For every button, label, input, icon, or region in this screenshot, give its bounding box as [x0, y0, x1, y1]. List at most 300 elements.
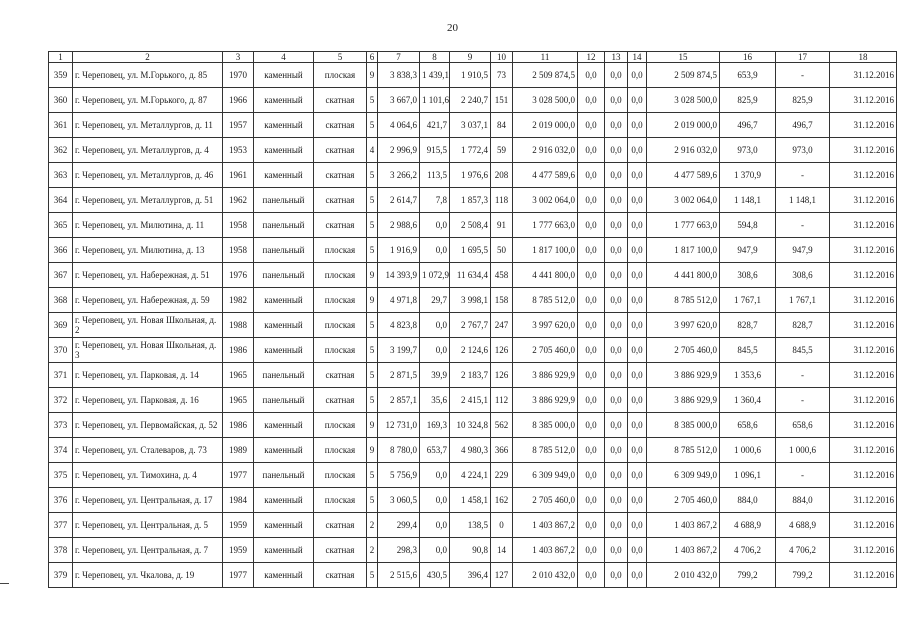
max-unit-cost-cell: 799,2 [776, 563, 830, 588]
row-number: 368 [49, 288, 73, 313]
nonresidential-area-cell: 421,7 [420, 113, 450, 138]
roof-type-cell: скатная [314, 113, 367, 138]
residents-cell: 126 [491, 363, 513, 388]
floors-cell: 5 [367, 463, 378, 488]
budget-cell: 0,0 [605, 263, 628, 288]
unit-cost-cell: 884,0 [720, 488, 776, 513]
wall-material-cell: каменный [254, 563, 314, 588]
column-header: 15 [647, 52, 720, 63]
owners-funds-cell: 2 916 032,0 [647, 138, 720, 163]
table-row [49, 88, 897, 113]
address-cell: г. Череповец, ул. Сталеваров, д. 73 [73, 438, 223, 463]
roof-type-cell: плоская [314, 288, 367, 313]
column-header: 5 [314, 52, 367, 63]
table-row [49, 463, 897, 488]
residents-cell: 126 [491, 338, 513, 363]
floors-cell: 9 [367, 63, 378, 88]
max-unit-cost-cell: - [776, 363, 830, 388]
nonresidential-area-cell: 0,0 [420, 463, 450, 488]
row-number: 377 [49, 513, 73, 538]
fund-cell: 0,0 [578, 88, 605, 113]
row-number: 376 [49, 488, 73, 513]
budget-cell: 0,0 [605, 163, 628, 188]
table-row [49, 238, 897, 263]
total-area-cell: 3 266,2 [378, 163, 420, 188]
roof-type-cell: скатная [314, 138, 367, 163]
max-unit-cost-cell: - [776, 463, 830, 488]
fund-cell: 0,0 [578, 313, 605, 338]
deadline-cell: 31.12.2016 [830, 63, 897, 88]
budget-cell: 0,0 [605, 513, 628, 538]
total-area-cell: 2 996,9 [378, 138, 420, 163]
total-cost-cell: 2 010 432,0 [513, 563, 578, 588]
year-cell: 1977 [223, 463, 254, 488]
unit-cost-cell: 4 688,9 [720, 513, 776, 538]
table-row [49, 113, 897, 138]
owners-funds-cell: 2 705 460,0 [647, 488, 720, 513]
residents-cell: 118 [491, 188, 513, 213]
max-unit-cost-cell: 658,6 [776, 413, 830, 438]
total-cost-cell: 3 886 929,9 [513, 363, 578, 388]
nonresidential-area-cell: 1 439,1 [420, 63, 450, 88]
column-header: 16 [720, 52, 776, 63]
max-unit-cost-cell: - [776, 63, 830, 88]
deadline-cell: 31.12.2016 [830, 263, 897, 288]
residential-area-cell: 10 324,8 [450, 413, 491, 438]
budget-cell: 0,0 [605, 313, 628, 338]
max-unit-cost-cell: 1 148,1 [776, 188, 830, 213]
unit-cost-cell: 1 767,1 [720, 288, 776, 313]
residents-cell: 112 [491, 388, 513, 413]
max-unit-cost-cell: 496,7 [776, 113, 830, 138]
row-number: 364 [49, 188, 73, 213]
budget-cell: 0,0 [605, 188, 628, 213]
row-number: 363 [49, 163, 73, 188]
roof-type-cell: скатная [314, 513, 367, 538]
residential-area-cell: 396,4 [450, 563, 491, 588]
address-cell: г. Череповец, ул. Новая Школьная, д. 3 [73, 338, 223, 363]
row-number: 371 [49, 363, 73, 388]
address-cell: г. Череповец, ул. Металлургов, д. 4 [73, 138, 223, 163]
column-header: 14 [628, 52, 647, 63]
nonresidential-area-cell: 39,9 [420, 363, 450, 388]
buildings-table [48, 51, 897, 588]
deadline-cell: 31.12.2016 [830, 288, 897, 313]
owners-funds-cell: 8 785 512,0 [647, 288, 720, 313]
column-header: 13 [605, 52, 628, 63]
residential-area-cell: 3 998,1 [450, 288, 491, 313]
row-number: 373 [49, 413, 73, 438]
nonresidential-area-cell: 35,6 [420, 388, 450, 413]
address-cell: г. Череповец, ул. Набережная, д. 59 [73, 288, 223, 313]
residential-area-cell: 90,8 [450, 538, 491, 563]
column-header: 3 [223, 52, 254, 63]
residents-cell: 151 [491, 88, 513, 113]
residents-cell: 158 [491, 288, 513, 313]
total-area-cell: 3 199,7 [378, 338, 420, 363]
max-unit-cost-cell: 1 767,1 [776, 288, 830, 313]
row-number: 360 [49, 88, 73, 113]
total-area-cell: 3 667,0 [378, 88, 420, 113]
total-cost-cell: 3 002 064,0 [513, 188, 578, 213]
owners-funds-cell: 1 403 867,2 [647, 513, 720, 538]
owners-funds-cell: 1 817 100,0 [647, 238, 720, 263]
owners-funds-cell: 4 477 589,6 [647, 163, 720, 188]
total-cost-cell: 6 309 949,0 [513, 463, 578, 488]
year-cell: 1982 [223, 288, 254, 313]
total-area-cell: 5 756,9 [378, 463, 420, 488]
other-cell: 0,0 [628, 438, 647, 463]
residential-area-cell: 1 976,6 [450, 163, 491, 188]
owners-funds-cell: 3 886 929,9 [647, 363, 720, 388]
fund-cell: 0,0 [578, 438, 605, 463]
table-row [49, 313, 897, 338]
residential-area-cell: 138,5 [450, 513, 491, 538]
unit-cost-cell: 653,9 [720, 63, 776, 88]
row-number: 361 [49, 113, 73, 138]
other-cell: 0,0 [628, 513, 647, 538]
address-cell: г. Череповец, ул. Тимохина, д. 4 [73, 463, 223, 488]
nonresidential-area-cell: 0,0 [420, 538, 450, 563]
owners-funds-cell: 2 010 432,0 [647, 563, 720, 588]
floors-cell: 4 [367, 138, 378, 163]
other-cell: 0,0 [628, 538, 647, 563]
fund-cell: 0,0 [578, 338, 605, 363]
total-area-cell: 3 838,3 [378, 63, 420, 88]
residents-cell: 0 [491, 513, 513, 538]
unit-cost-cell: 828,7 [720, 313, 776, 338]
total-area-cell: 2 857,1 [378, 388, 420, 413]
max-unit-cost-cell: 4 688,9 [776, 513, 830, 538]
row-number: 365 [49, 213, 73, 238]
residents-cell: 127 [491, 563, 513, 588]
floors-cell: 5 [367, 388, 378, 413]
unit-cost-cell: 1 096,1 [720, 463, 776, 488]
total-cost-cell: 4 477 589,6 [513, 163, 578, 188]
other-cell: 0,0 [628, 313, 647, 338]
budget-cell: 0,0 [605, 438, 628, 463]
year-cell: 1958 [223, 238, 254, 263]
year-cell: 1965 [223, 363, 254, 388]
budget-cell: 0,0 [605, 413, 628, 438]
table-row [49, 288, 897, 313]
roof-type-cell: скатная [314, 213, 367, 238]
other-cell: 0,0 [628, 363, 647, 388]
row-number: 372 [49, 388, 73, 413]
other-cell: 0,0 [628, 113, 647, 138]
address-cell: г. Череповец, ул. Новая Школьная, д. 2 [73, 313, 223, 338]
residential-area-cell: 11 634,4 [450, 263, 491, 288]
budget-cell: 0,0 [605, 388, 628, 413]
unit-cost-cell: 799,2 [720, 563, 776, 588]
year-cell: 1989 [223, 438, 254, 463]
deadline-cell: 31.12.2016 [830, 138, 897, 163]
max-unit-cost-cell: 4 706,2 [776, 538, 830, 563]
wall-material-cell: каменный [254, 313, 314, 338]
unit-cost-cell: 308,6 [720, 263, 776, 288]
year-cell: 1959 [223, 538, 254, 563]
address-cell: г. Череповец, ул. М.Горького, д. 85 [73, 63, 223, 88]
other-cell: 0,0 [628, 238, 647, 263]
residential-area-cell: 1 458,1 [450, 488, 491, 513]
other-cell: 0,0 [628, 88, 647, 113]
year-cell: 1986 [223, 338, 254, 363]
floors-cell: 2 [367, 538, 378, 563]
nonresidential-area-cell: 1 072,9 [420, 263, 450, 288]
table-row [49, 138, 897, 163]
residents-cell: 247 [491, 313, 513, 338]
total-area-cell: 4 064,6 [378, 113, 420, 138]
roof-type-cell: плоская [314, 488, 367, 513]
owners-funds-cell: 6 309 949,0 [647, 463, 720, 488]
residents-cell: 73 [491, 63, 513, 88]
total-area-cell: 12 731,0 [378, 413, 420, 438]
total-cost-cell: 2 019 000,0 [513, 113, 578, 138]
year-cell: 1953 [223, 138, 254, 163]
column-header: 4 [254, 52, 314, 63]
residents-cell: 91 [491, 213, 513, 238]
year-cell: 1965 [223, 388, 254, 413]
owners-funds-cell: 3 028 500,0 [647, 88, 720, 113]
address-cell: г. Череповец, ул. Металлургов, д. 51 [73, 188, 223, 213]
max-unit-cost-cell: - [776, 163, 830, 188]
residential-area-cell: 4 980,3 [450, 438, 491, 463]
wall-material-cell: каменный [254, 538, 314, 563]
year-cell: 1986 [223, 413, 254, 438]
nonresidential-area-cell: 915,5 [420, 138, 450, 163]
fund-cell: 0,0 [578, 113, 605, 138]
year-cell: 1961 [223, 163, 254, 188]
deadline-cell: 31.12.2016 [830, 563, 897, 588]
other-cell: 0,0 [628, 463, 647, 488]
roof-type-cell: плоская [314, 263, 367, 288]
floors-cell: 5 [367, 563, 378, 588]
roof-type-cell: плоская [314, 413, 367, 438]
page-number: 20 [447, 22, 458, 34]
wall-material-cell: каменный [254, 113, 314, 138]
row-number: 359 [49, 63, 73, 88]
fund-cell: 0,0 [578, 363, 605, 388]
table-row [49, 338, 897, 363]
max-unit-cost-cell: 828,7 [776, 313, 830, 338]
residential-area-cell: 1 695,5 [450, 238, 491, 263]
other-cell: 0,0 [628, 213, 647, 238]
column-header: 17 [776, 52, 830, 63]
budget-cell: 0,0 [605, 463, 628, 488]
fund-cell: 0,0 [578, 138, 605, 163]
floors-cell: 9 [367, 438, 378, 463]
wall-material-cell: каменный [254, 513, 314, 538]
owners-funds-cell: 1 403 867,2 [647, 538, 720, 563]
table-row [49, 488, 897, 513]
deadline-cell: 31.12.2016 [830, 188, 897, 213]
wall-material-cell: каменный [254, 88, 314, 113]
residential-area-cell: 2 415,1 [450, 388, 491, 413]
other-cell: 0,0 [628, 163, 647, 188]
budget-cell: 0,0 [605, 538, 628, 563]
unit-cost-cell: 1 148,1 [720, 188, 776, 213]
budget-cell: 0,0 [605, 213, 628, 238]
residents-cell: 562 [491, 413, 513, 438]
total-area-cell: 2 614,7 [378, 188, 420, 213]
fund-cell: 0,0 [578, 238, 605, 263]
table-row [49, 538, 897, 563]
total-area-cell: 1 916,9 [378, 238, 420, 263]
table-row [49, 263, 897, 288]
address-cell: г. Череповец, ул. Металлургов, д. 46 [73, 163, 223, 188]
floors-cell: 9 [367, 413, 378, 438]
roof-type-cell: скатная [314, 563, 367, 588]
floors-cell: 5 [367, 163, 378, 188]
unit-cost-cell: 4 706,2 [720, 538, 776, 563]
nonresidential-area-cell: 430,5 [420, 563, 450, 588]
deadline-cell: 31.12.2016 [830, 313, 897, 338]
address-cell: г. Череповец, ул. Парковая, д. 16 [73, 388, 223, 413]
wall-material-cell: панельный [254, 363, 314, 388]
total-area-cell: 2 988,6 [378, 213, 420, 238]
address-cell: г. Череповец, ул. Металлургов, д. 11 [73, 113, 223, 138]
total-cost-cell: 1 403 867,2 [513, 538, 578, 563]
wall-material-cell: панельный [254, 238, 314, 263]
deadline-cell: 31.12.2016 [830, 338, 897, 363]
unit-cost-cell: 845,5 [720, 338, 776, 363]
deadline-cell: 31.12.2016 [830, 113, 897, 138]
residents-cell: 84 [491, 113, 513, 138]
unit-cost-cell: 1 353,6 [720, 363, 776, 388]
residents-cell: 208 [491, 163, 513, 188]
owners-funds-cell: 3 886 929,9 [647, 388, 720, 413]
nonresidential-area-cell: 653,7 [420, 438, 450, 463]
nonresidential-area-cell: 0,0 [420, 513, 450, 538]
table-row [49, 63, 897, 88]
year-cell: 1988 [223, 313, 254, 338]
total-area-cell: 4 823,8 [378, 313, 420, 338]
floors-cell: 9 [367, 288, 378, 313]
budget-cell: 0,0 [605, 113, 628, 138]
other-cell: 0,0 [628, 63, 647, 88]
residential-area-cell: 3 037,1 [450, 113, 491, 138]
total-cost-cell: 4 441 800,0 [513, 263, 578, 288]
unit-cost-cell: 1 000,6 [720, 438, 776, 463]
wall-material-cell: панельный [254, 463, 314, 488]
address-cell: г. Череповец, ул. Набережная, д. 51 [73, 263, 223, 288]
total-area-cell: 298,3 [378, 538, 420, 563]
year-cell: 1984 [223, 488, 254, 513]
total-cost-cell: 2 705 460,0 [513, 488, 578, 513]
deadline-cell: 31.12.2016 [830, 538, 897, 563]
total-cost-cell: 3 997 620,0 [513, 313, 578, 338]
floors-cell: 2 [367, 513, 378, 538]
residents-cell: 458 [491, 263, 513, 288]
row-number: 378 [49, 538, 73, 563]
wall-material-cell: каменный [254, 488, 314, 513]
max-unit-cost-cell: 1 000,6 [776, 438, 830, 463]
row-number: 379 [49, 563, 73, 588]
fund-cell: 0,0 [578, 388, 605, 413]
wall-material-cell: панельный [254, 263, 314, 288]
other-cell: 0,0 [628, 488, 647, 513]
owners-funds-cell: 2 705 460,0 [647, 338, 720, 363]
total-cost-cell: 1 777 663,0 [513, 213, 578, 238]
roof-type-cell: скатная [314, 363, 367, 388]
table-row [49, 213, 897, 238]
deadline-cell: 31.12.2016 [830, 488, 897, 513]
column-header: 6 [367, 52, 378, 63]
table-row [49, 163, 897, 188]
other-cell: 0,0 [628, 288, 647, 313]
fund-cell: 0,0 [578, 513, 605, 538]
deadline-cell: 31.12.2016 [830, 163, 897, 188]
residential-area-cell: 2 124,6 [450, 338, 491, 363]
total-area-cell: 3 060,5 [378, 488, 420, 513]
budget-cell: 0,0 [605, 63, 628, 88]
residential-area-cell: 1 857,3 [450, 188, 491, 213]
budget-cell: 0,0 [605, 338, 628, 363]
total-cost-cell: 8 785 512,0 [513, 288, 578, 313]
roof-type-cell: плоская [314, 63, 367, 88]
deadline-cell: 31.12.2016 [830, 463, 897, 488]
budget-cell: 0,0 [605, 288, 628, 313]
residents-cell: 59 [491, 138, 513, 163]
unit-cost-cell: 825,9 [720, 88, 776, 113]
budget-cell: 0,0 [605, 88, 628, 113]
total-cost-cell: 2 705 460,0 [513, 338, 578, 363]
residential-area-cell: 2 183,7 [450, 363, 491, 388]
unit-cost-cell: 1 360,4 [720, 388, 776, 413]
nonresidential-area-cell: 0,0 [420, 213, 450, 238]
floors-cell: 5 [367, 213, 378, 238]
fund-cell: 0,0 [578, 413, 605, 438]
address-cell: г. Череповец, ул. Парковая, д. 14 [73, 363, 223, 388]
roof-type-cell: скатная [314, 163, 367, 188]
column-header: 1 [49, 52, 73, 63]
row-number: 366 [49, 238, 73, 263]
budget-cell: 0,0 [605, 238, 628, 263]
residential-area-cell: 2 508,4 [450, 213, 491, 238]
year-cell: 1970 [223, 63, 254, 88]
deadline-cell: 31.12.2016 [830, 363, 897, 388]
year-cell: 1976 [223, 263, 254, 288]
max-unit-cost-cell: 308,6 [776, 263, 830, 288]
year-cell: 1962 [223, 188, 254, 213]
floors-cell: 5 [367, 238, 378, 263]
column-header: 8 [420, 52, 450, 63]
owners-funds-cell: 8 785 512,0 [647, 438, 720, 463]
nonresidential-area-cell: 169,3 [420, 413, 450, 438]
deadline-cell: 31.12.2016 [830, 513, 897, 538]
owners-funds-cell: 3 002 064,0 [647, 188, 720, 213]
year-cell: 1959 [223, 513, 254, 538]
total-area-cell: 2 515,6 [378, 563, 420, 588]
nonresidential-area-cell: 0,0 [420, 488, 450, 513]
column-header: 11 [513, 52, 578, 63]
floors-cell: 5 [367, 313, 378, 338]
year-cell: 1977 [223, 563, 254, 588]
address-cell: г. Череповец, ул. Центральная, д. 17 [73, 488, 223, 513]
total-cost-cell: 8 385 000,0 [513, 413, 578, 438]
nonresidential-area-cell: 113,5 [420, 163, 450, 188]
unit-cost-cell: 973,0 [720, 138, 776, 163]
deadline-cell: 31.12.2016 [830, 388, 897, 413]
fund-cell: 0,0 [578, 563, 605, 588]
address-cell: г. Череповец, ул. М.Горького, д. 87 [73, 88, 223, 113]
year-cell: 1957 [223, 113, 254, 138]
owners-funds-cell: 3 997 620,0 [647, 313, 720, 338]
row-number: 369 [49, 313, 73, 338]
row-number: 374 [49, 438, 73, 463]
unit-cost-cell: 1 370,9 [720, 163, 776, 188]
address-cell: г. Череповец, ул. Милютина, д. 13 [73, 238, 223, 263]
